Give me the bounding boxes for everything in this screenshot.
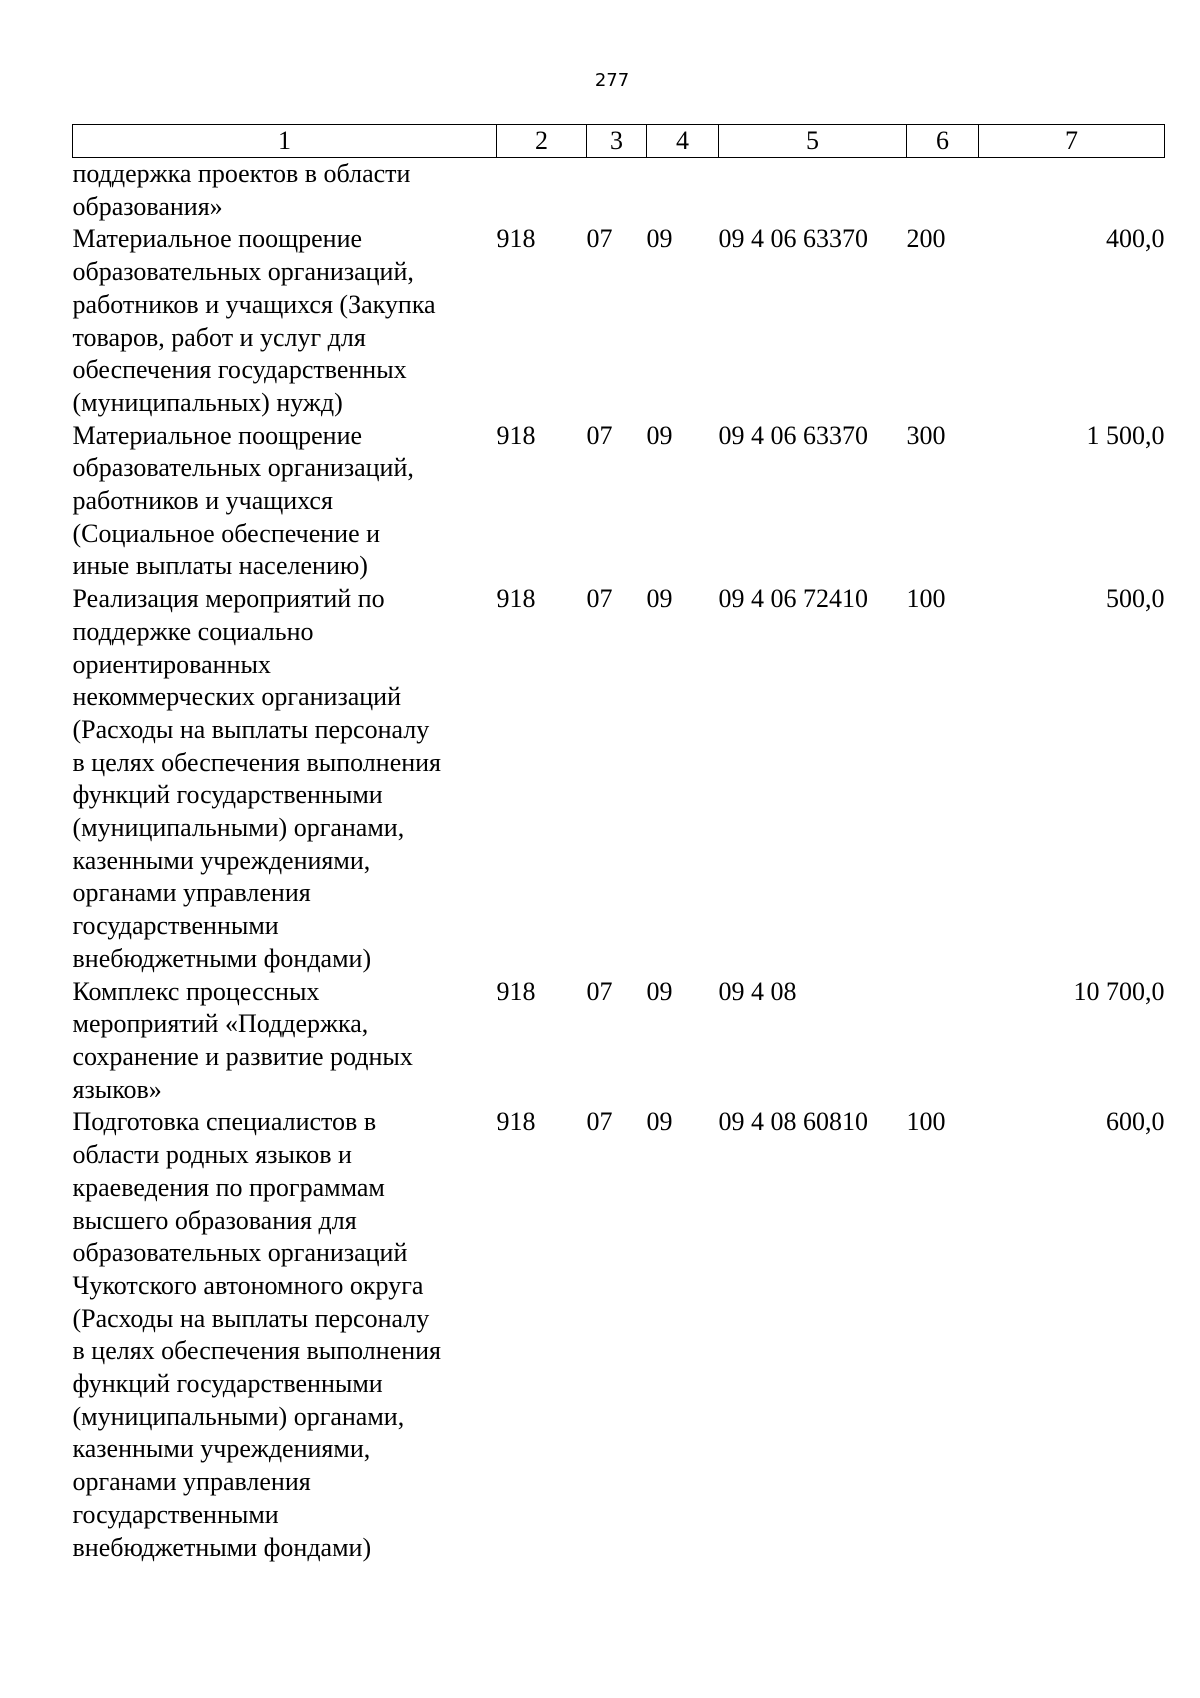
row-section: 07 (586, 1107, 613, 1137)
row-target-article: 09 4 06 72410 (718, 584, 868, 614)
table-row (73, 223, 1165, 419)
row-section: 07 (586, 420, 613, 450)
row-name: поддержка проектов в области образования» (72, 159, 411, 221)
row-expense-type: 200 (906, 224, 946, 254)
row-expense-type: 100 (906, 584, 946, 614)
row-subsection: 09 (646, 224, 673, 254)
table-header-row (73, 125, 1165, 158)
budget-table (72, 124, 1165, 1564)
row-subsection: 09 (646, 1107, 673, 1137)
header-col-1: 1 (73, 125, 497, 158)
table-row (73, 976, 1165, 1107)
row-name: Комплекс процессных мероприятий «Поддержка, сохранение и развитие родных языков» (72, 976, 413, 1104)
row-amount: 1 500,0 (1086, 420, 1165, 450)
table-row (73, 1106, 1165, 1564)
row-ministry-code: 918 (496, 420, 536, 450)
row-name: Подготовка специалистов в области родных языков и краеведения по программам высшего образования для образовательных организаций Чукотского автономного округа (Расходы на выплаты персоналу в целях обеспечения выполнения функций государственными (муниципальными) органами, казенными учреждениями, органами управления государственными внебюджетными фондами) (72, 1107, 442, 1562)
header-col-6: 6 (907, 125, 979, 158)
table-row (73, 583, 1165, 975)
row-section: 07 (586, 224, 613, 254)
header-col-3: 3 (587, 125, 647, 158)
row-expense-type (907, 976, 979, 1107)
row-section: 07 (586, 976, 613, 1006)
row-subsection: 09 (646, 584, 673, 614)
row-expense-type: 300 (906, 420, 946, 450)
row-section (587, 158, 647, 224)
row-ministry-code (497, 158, 587, 224)
row-ministry-code: 918 (496, 1107, 536, 1137)
row-target-article: 09 4 08 (718, 976, 797, 1006)
row-name: Материальное поощрение образовательных организаций, работников и учащихся (Закупка товаров, работ и услуг для обеспечения государственных (муниципальных) нужд) (72, 224, 436, 417)
row-section: 07 (586, 584, 613, 614)
row-amount: 400,0 (1106, 224, 1165, 254)
row-subsection: 09 (646, 976, 673, 1006)
row-target-article: 09 4 06 63370 (718, 420, 868, 450)
row-expense-type (907, 158, 979, 224)
page-number: 277 (594, 70, 630, 91)
row-amount: 10 700,0 (1073, 976, 1165, 1006)
header-col-5: 5 (719, 125, 907, 158)
row-ministry-code: 918 (496, 584, 536, 614)
header-col-2: 2 (497, 125, 587, 158)
table-row (73, 158, 1165, 224)
row-subsection: 09 (646, 420, 673, 450)
row-target-article: 09 4 08 60810 (718, 1107, 868, 1137)
row-name: Материальное поощрение образовательных организаций, работников и учащихся (Социальное обеспечение и иные выплаты населению) (72, 420, 414, 581)
row-subsection (647, 158, 719, 224)
table-row (73, 420, 1165, 584)
row-ministry-code: 918 (496, 224, 536, 254)
row-target-article (719, 158, 907, 224)
row-target-article: 09 4 06 63370 (718, 224, 868, 254)
header-col-4: 4 (647, 125, 719, 158)
row-expense-type: 100 (906, 1107, 946, 1137)
row-amount: 500,0 (1106, 584, 1165, 614)
row-ministry-code: 918 (496, 976, 536, 1006)
row-amount (979, 158, 1165, 224)
row-name: Реализация мероприятий по поддержке социально ориентированных некоммерческих организаций (Расходы на выплаты персоналу в целях обеспечения выполнения функций государственными (муниципальными) органами, казенными учреждениями, органами управления государственными внебюджетными фондами) (72, 584, 442, 973)
header-col-7: 7 (979, 125, 1165, 158)
row-amount: 600,0 (1106, 1107, 1165, 1137)
